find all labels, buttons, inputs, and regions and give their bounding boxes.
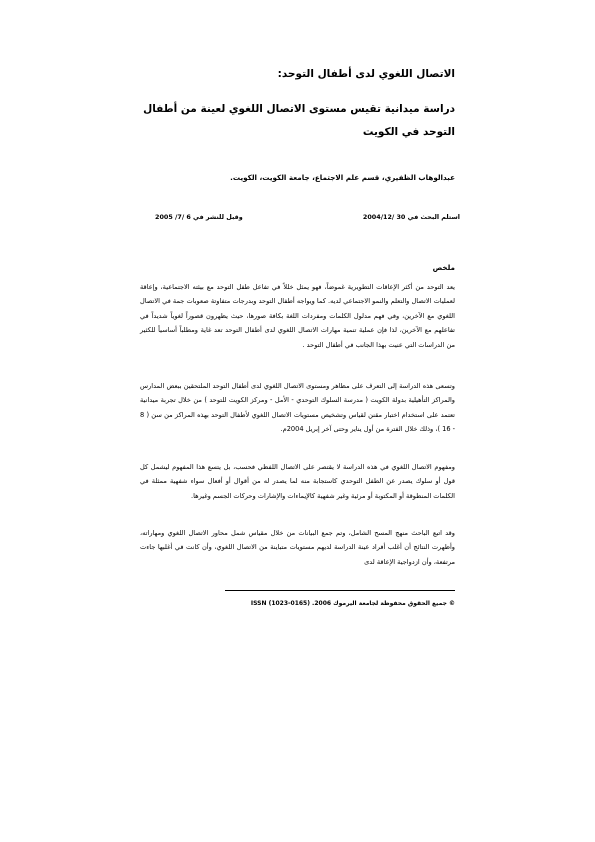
accepted-date: وقبل للنشر في 6 /7/ 2005 [155, 213, 243, 221]
footnote-divider [225, 590, 455, 591]
abstract-paragraph-4: وقد اتبع الباحث منهج المسح الشامل، وتم جمع البيانات من خلال مقياس شمل محاور الاتصال اللغوي ومهاراته، وأظهرت النتائج أن أغلب أفراد عينة الدراسة لديهم مستويات متباينة من الاتصال اللغوي، وأن كانت في أغلبها جاءت مرتفعة، وأن ازدواجية الإعاقة لدى [140, 529, 455, 566]
submission-dates [140, 211, 460, 223]
abstract-heading: ملخص [432, 263, 455, 272]
article-title-line1: الاتصال اللغوي لدى أطفال التوحد: [277, 68, 455, 80]
abstract-paragraph-1: يعد التوحد من أكثر الإعاقات التطويرية غموضاً، فهو يمثل خللاً في تفاعل طفل التوحد مع بيئته الاجتماعية، وإعاقة لعمليات الاتصال والتعلم والنمو الاجتماعي لديه. كما ويواجه أطفال التوحد وبدرجات متفاوتة صعوبات جمة في الاتصال اللغوي مع الآخرين، وفي فهم مدلول الكلمات ومفردات اللغة بكافة صورها، حيث يظهرون قصوراً لغوياً شديداً في تفاعلهم مع الآخرين، لذا فإن عملية تنمية مهارات الاتصال اللغوي لدى أطفال التوحد تعد غاية ومطلباً أساسياً للكثير من الدراسات التي عنيت بهذا الجانب في أطفال التوحد . [140, 283, 455, 349]
received-date: استلم البحث في 30 /2004/12 [362, 213, 460, 221]
author-affiliation: عبدالوهاب الظفيري، قسم علم الاجتماع، جامعة الكويت، الكويت. [230, 173, 455, 182]
copyright-footnote: © جميع الحقوق محفوظة لجامعة اليرموك 2006. ISSN (1023-0165) [250, 600, 455, 607]
abstract-paragraph-2: وتسعى هذه الدراسة إلى التعرف على مظاهر ومستوى الاتصال اللغوي لدى أطفال التوحد الملتحقين ببعض المدارس والمراكز التأهيلية بدولة الكويت ( مدرسة السلوك التوحدي - الأمل - ومركز الكويت للتوحد ) من خلال تجربة ميدانية تعتمد على استخدام اختبار مقنن لقياس وتشخيص مستويات الاتصال اللغوي لأطفال التوحد بهذه المراكز من سن ( 8 - 16 )، وذلك خلال الفترة من أول يناير وحتى آخر إبريل 2004م. [140, 382, 455, 434]
abstract-paragraph-3: ومفهوم الاتصال اللغوي في هذه الدراسة لا يقتصر على الاتصال اللفظي فحسب، بل يتسع هذا المفهوم ليشمل كل قول أو سلوك يصدر عن الطفل التوحدي كاستجابة منه لما يصدر له من أقوال أو أفعال سواء شفهية ممثلة في الكلمات المنطوقة أو المكتوبة أو مرئية وغير شفهية كالإيماءات والإشارات وحركات الجسم وغيرها. [140, 463, 455, 500]
article-title-line2: دراسة ميدانية تقيس مستوى الاتصال اللغوي لعينة من أطفال التوحد في الكويت [143, 103, 455, 138]
